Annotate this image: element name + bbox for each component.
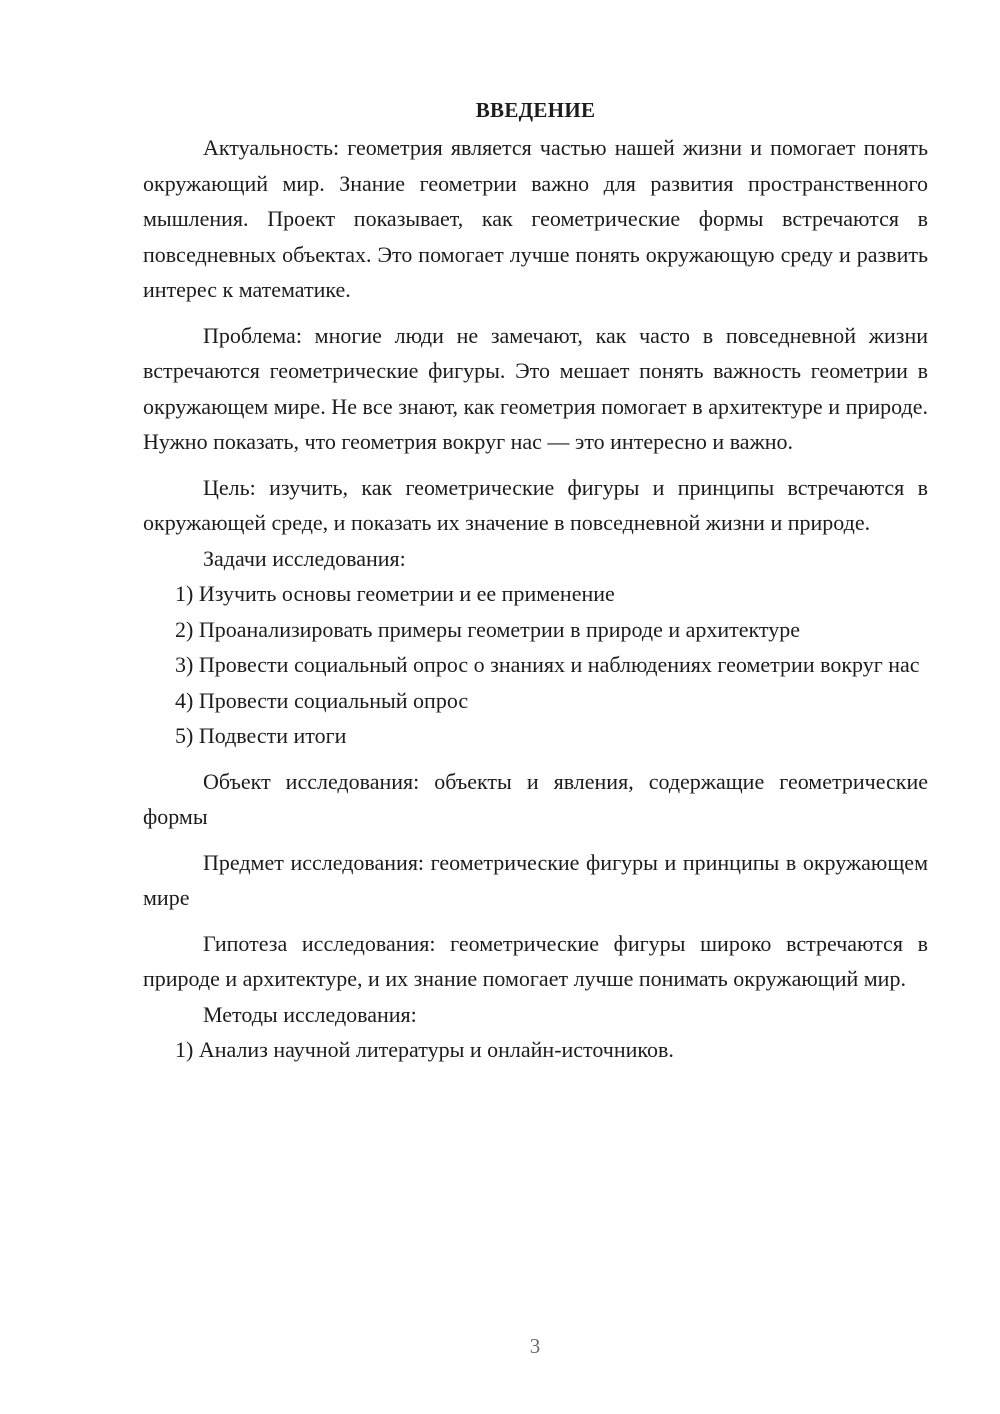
methods-label: Методы исследования:	[203, 1001, 417, 1027]
subject-paragraph: Предмет исследования: геометрические фигуры и принципы в окружающем мире	[143, 849, 928, 910]
method-item: 1) Анализ научной литературы и онлайн-источников.	[175, 1037, 674, 1062]
object-paragraph: Объект исследования: объекты и явления, содержащие геометрические формы	[143, 768, 928, 829]
page-content	[143, 92, 928, 1068]
tasks-label: Задачи исследования:	[203, 545, 406, 571]
task-item: 4) Провести социальный опрос	[175, 687, 469, 713]
section-heading: ВВЕДЕНИЕ	[475, 98, 596, 122]
task-item: 2) Проанализировать примеры геометрии в природе и архитектуре	[175, 616, 801, 642]
page-number: 3	[529, 1334, 541, 1358]
task-item: 5) Подвести итоги	[175, 723, 347, 748]
goal-paragraph: Цель: изучить, как геометрические фигуры и принципы встречаются в окружающей среде, и показать их значение в повседневной жизни и природе.	[143, 474, 928, 535]
hypothesis-paragraph: Гипотеза исследования: геометрические фигуры широко встречаются в природе и архитектуре, и их знание помогает лучше понимать окружающий мир.	[143, 930, 928, 991]
task-item: 3) Провести социальный опрос о знаниях и наблюдениях геометрии вокруг нас	[175, 652, 920, 677]
task-item: 1) Изучить основы геометрии и ее применение	[175, 581, 615, 606]
problem-paragraph: Проблема: многие люди не замечают, как часто в повседневной жизни встречаются геометрические фигуры. Это мешает понять важность геометрии в окружающем мире. Не все знают, как геометрия помогает в архитектуре и природе. Нужно показать, что геометрия вокруг нас — это интересно и важно.	[143, 322, 928, 454]
relevance-paragraph: Актуальность: геометрия является частью нашей жизни и помогает понять окружающий мир. Знание геометрии важно для развития пространственного мышления. Проект показывает, как геометрические формы встречаются в повседневных объектах. Это помогает лучше понять окружающую среду и развить интерес к математике.	[143, 135, 928, 302]
